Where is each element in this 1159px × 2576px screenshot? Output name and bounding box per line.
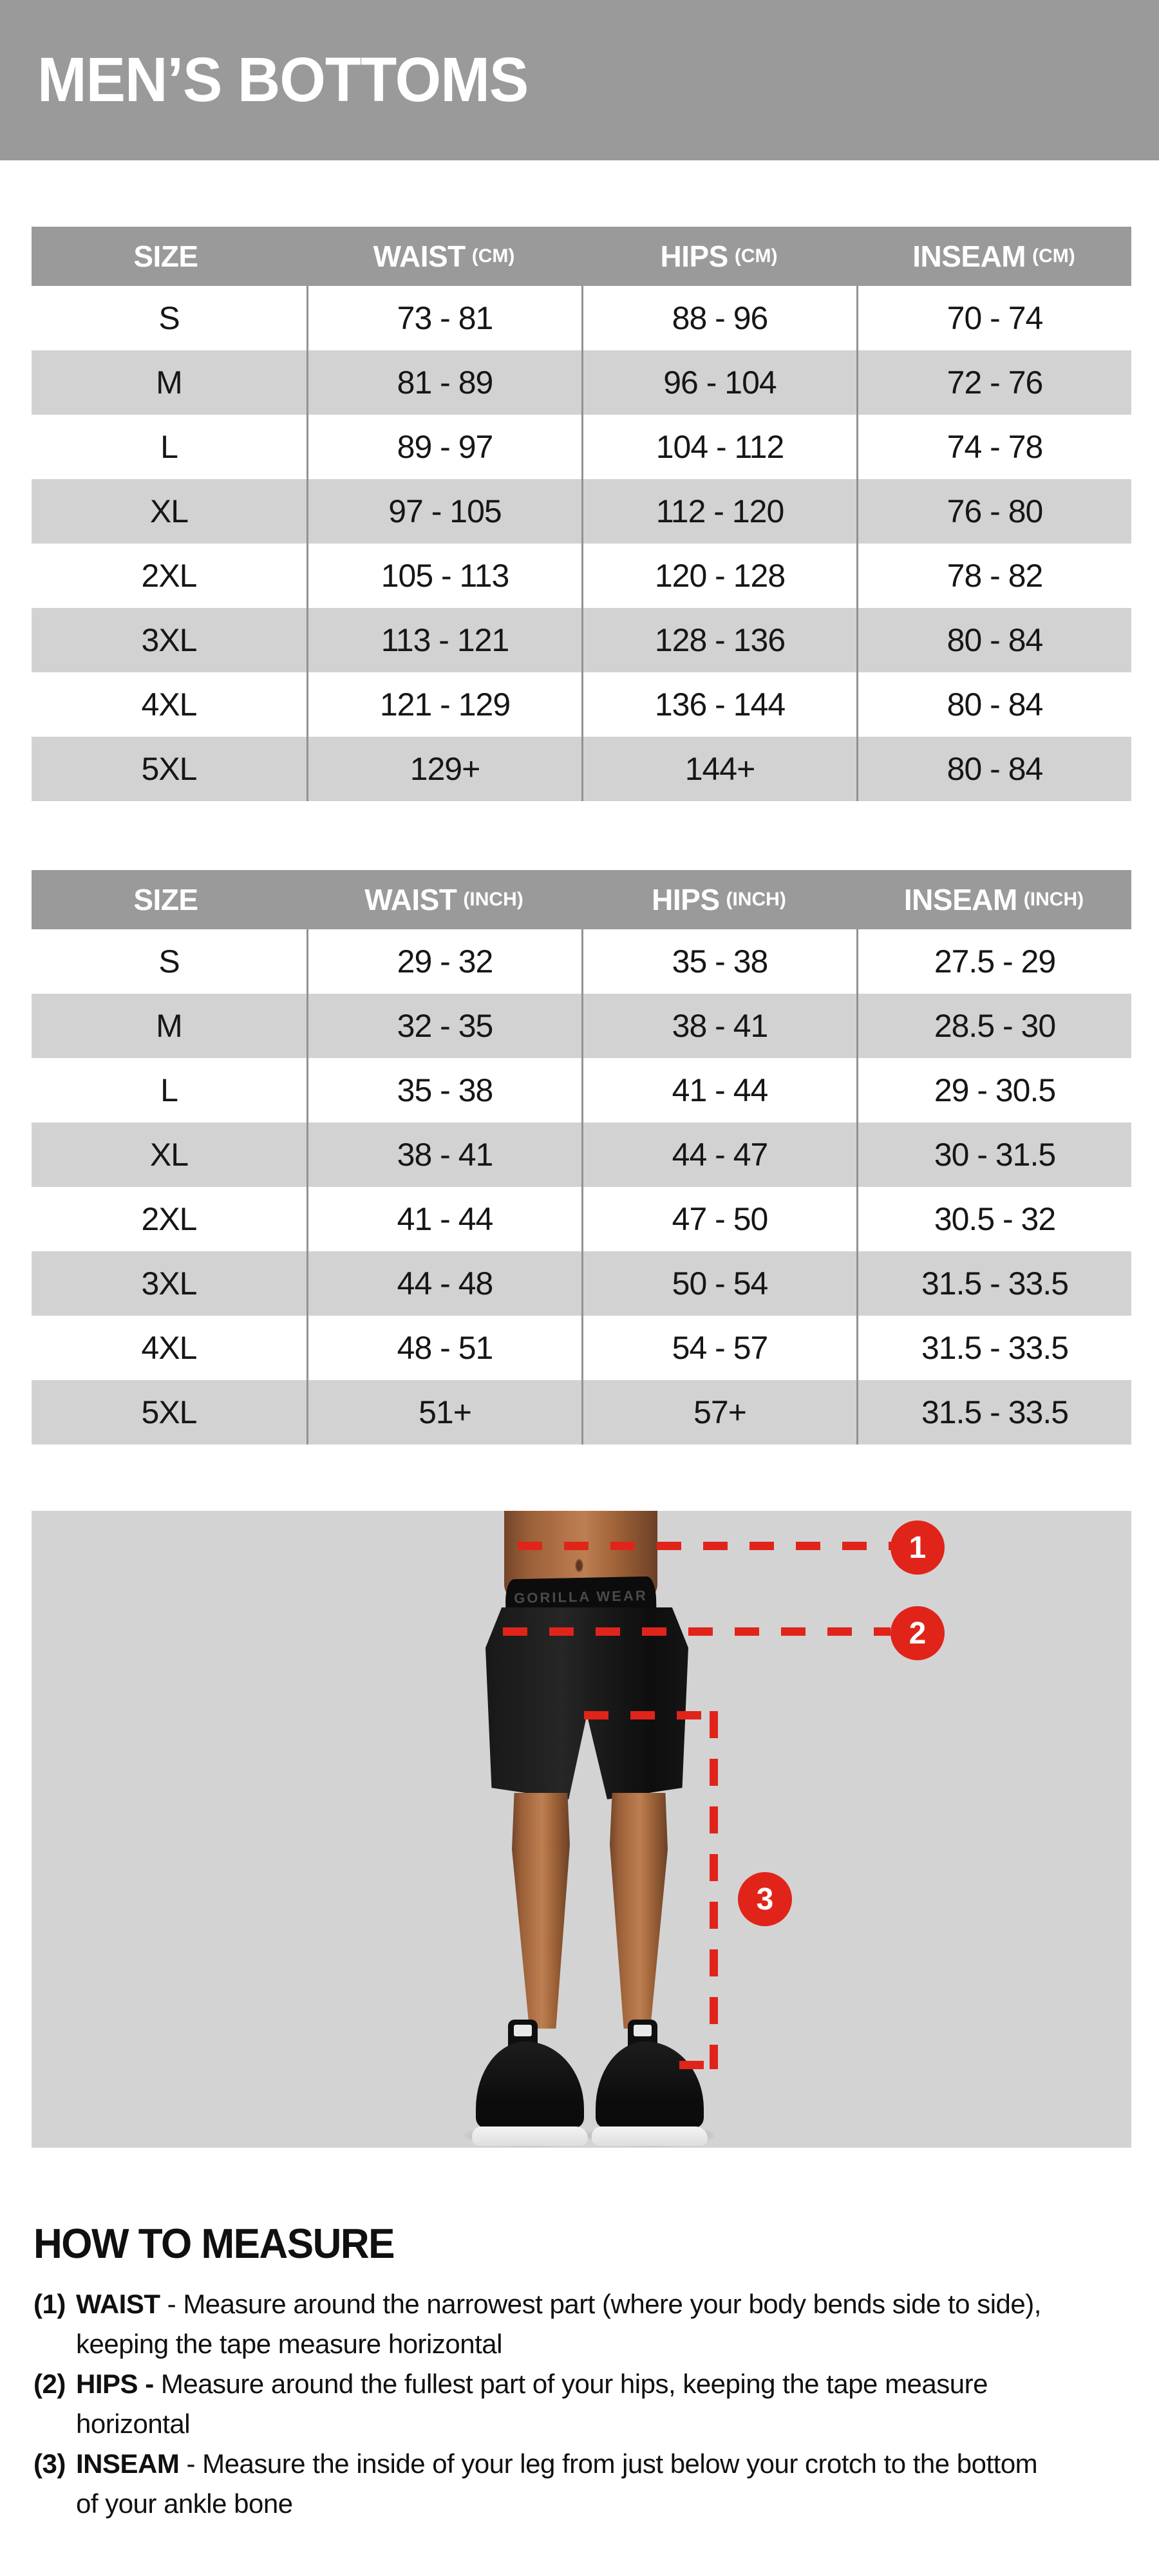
table-cell: 80 - 84 [856,672,1131,737]
waistband-brand-text: GORILLA WEAR [514,1587,648,1607]
table-cell: 2XL [141,1201,197,1237]
table-row [32,1187,1131,1251]
table-row [32,672,1131,737]
instruction-body [76,2284,1128,2364]
table-cell: 81 - 89 [306,350,581,415]
table-cell: 113 - 121 [306,608,581,672]
table-cell: 5XL [141,751,197,787]
table-cell: 128 - 136 [581,608,856,672]
table-cell: 80 - 84 [856,608,1131,672]
table-cell: 41 - 44 [306,1187,581,1251]
table-row [32,479,1131,544]
table-cell: 73 - 81 [306,286,581,350]
table-cell: 31.5 - 33.5 [856,1316,1131,1380]
compression-shorts [485,1607,688,1799]
shoe-logo-patch [634,2025,652,2036]
table-cell: L [160,1072,178,1108]
instruction-line [76,2444,1128,2484]
table-cell: 112 - 120 [581,479,856,544]
table-cell: 70 - 74 [856,286,1131,350]
table-cell: 38 - 41 [306,1122,581,1187]
table-row [32,286,1131,350]
hips-callout-badge [890,1606,945,1660]
column-header-waist [306,227,581,286]
how-to-measure-title: HOW TO MEASURE [33,2221,394,2268]
table-cell: 121 - 129 [306,672,581,737]
inseam-measure-line-vertical [710,1711,718,2069]
callout-number: 3 [756,1882,774,1917]
instruction-line [76,2284,1128,2324]
measure-instruction-waist [33,2284,1128,2364]
instruction-body [76,2444,1128,2524]
table-cell: S [158,300,180,336]
table-cell: 136 - 144 [581,672,856,737]
measurement-figure [32,1511,1131,2148]
table-cell: 104 - 112 [581,415,856,479]
table-cell: 4XL [141,1330,197,1366]
column-unit: (INCH) [1023,889,1084,910]
size-table-inch [32,870,1131,1444]
table-cell: 48 - 51 [306,1316,581,1380]
table-cell: S [158,943,180,980]
table-row [32,1251,1131,1316]
column-label: WAIST [373,240,466,273]
table-cell: 35 - 38 [581,929,856,994]
table-cell: 41 - 44 [581,1058,856,1122]
table-cell: 144+ [581,737,856,801]
table-cell: 31.5 - 33.5 [856,1380,1131,1444]
instruction-text: keeping the tape measure horizontal [76,2329,502,2359]
table-cell: 88 - 96 [581,286,856,350]
table-cell: 89 - 97 [306,415,581,479]
callout-number: 2 [909,1616,927,1651]
table-cell: 50 - 54 [581,1251,856,1316]
table-row [32,1058,1131,1122]
measure-instruction-inseam [33,2444,1128,2524]
callout-number: 1 [909,1530,927,1565]
table-cell: 44 - 47 [581,1122,856,1187]
page-header [0,0,1159,160]
model-right-leg [610,1793,668,2029]
instruction-term: INSEAM [76,2448,180,2479]
table-row [32,1122,1131,1187]
table-cell: 29 - 30.5 [856,1058,1131,1122]
table-row [32,929,1131,994]
table-cell: 78 - 82 [856,544,1131,608]
column-header-size [32,227,306,286]
measure-instruction-list [33,2284,1128,2524]
table-cell: 105 - 113 [306,544,581,608]
instruction-line [76,2364,1128,2404]
table-row [32,415,1131,479]
shoe-upper [476,2041,584,2128]
table-row [32,994,1131,1058]
instruction-body [76,2364,1128,2444]
size-table-cm [32,227,1131,801]
table-cell: 30.5 - 32 [856,1187,1131,1251]
column-header-inseam [856,870,1131,929]
table-cell: 74 - 78 [856,415,1131,479]
column-unit: (INCH) [726,889,786,910]
table-cell: 44 - 48 [306,1251,581,1316]
table-cell: 54 - 57 [581,1316,856,1380]
column-header-size [32,870,306,929]
table-header-row [32,227,1131,286]
column-label: HIPS [660,240,728,273]
table-cell: 2XL [141,558,197,594]
table-cell: 35 - 38 [306,1058,581,1122]
table-header-row [32,870,1131,929]
table-body-cm [32,286,1131,801]
how-to-measure-section [33,2221,1128,2524]
table-cell: 129+ [306,737,581,801]
column-header-hips [581,227,856,286]
instruction-number: (3) [33,2448,66,2479]
table-row [32,544,1131,608]
instruction-text: - Measure around the narrowest part (where your body bends side to side), [160,2289,1041,2319]
table-cell: 27.5 - 29 [856,929,1131,994]
shoe-sole [472,2126,588,2146]
table-cell: 4XL [141,687,197,723]
table-row [32,1380,1131,1444]
column-unit: (CM) [734,245,778,267]
table-cell: 96 - 104 [581,350,856,415]
page-title: MEN’S BOTTOMS [37,44,529,115]
column-label: WAIST [364,883,457,916]
waist-measure-line [518,1542,891,1550]
model-navel [575,1558,583,1573]
table-row [32,350,1131,415]
table-cell: 57+ [581,1380,856,1444]
column-unit: (INCH) [463,889,523,910]
table-cell: XL [149,1137,189,1173]
table-cell: 29 - 32 [306,929,581,994]
column-label: SIZE [133,883,198,916]
table-row [32,608,1131,672]
column-header-inseam [856,227,1131,286]
inseam-measure-line-top [584,1711,718,1719]
column-label: INSEAM [903,883,1017,916]
column-header-hips [581,870,856,929]
right-shoe [596,2020,704,2146]
shoe-upper [596,2041,704,2128]
column-unit: (CM) [1032,245,1075,267]
column-header-waist [306,870,581,929]
instruction-term: HIPS - [76,2369,154,2399]
instruction-term: WAIST [76,2289,160,2319]
table-cell: XL [149,493,189,529]
left-shoe [476,2020,584,2146]
table-cell: M [156,1008,182,1044]
table-cell: 5XL [141,1394,197,1430]
table-row [32,1316,1131,1380]
table-cell: 3XL [141,622,197,658]
column-label: SIZE [133,240,198,273]
table-row [32,737,1131,801]
instruction-text: Measure around the fullest part of your hips, keeping the tape measure [153,2369,988,2399]
table-cell: M [156,365,182,401]
table-cell: 28.5 - 30 [856,994,1131,1058]
table-body-inch [32,929,1131,1444]
instruction-text: - Measure the inside of your leg from just below your crotch to the bottom [179,2448,1038,2479]
table-cell: 80 - 84 [856,737,1131,801]
instruction-text: horizontal [76,2409,191,2439]
table-cell: 97 - 105 [306,479,581,544]
table-cell: L [160,429,178,465]
instruction-text: of your ankle bone [76,2488,293,2519]
instruction-number: (1) [33,2289,66,2319]
instruction-number: (2) [33,2369,66,2399]
table-cell: 3XL [141,1265,197,1302]
table-cell: 47 - 50 [581,1187,856,1251]
table-cell: 32 - 35 [306,994,581,1058]
inseam-measure-line-bottom [679,2061,718,2069]
table-cell: 30 - 31.5 [856,1122,1131,1187]
table-cell: 120 - 128 [581,544,856,608]
model-left-leg [512,1793,570,2029]
shoe-logo-patch [514,2025,532,2036]
measure-instruction-hips [33,2364,1128,2444]
table-cell: 72 - 76 [856,350,1131,415]
hips-measure-line [503,1627,890,1636]
table-cell: 31.5 - 33.5 [856,1251,1131,1316]
column-unit: (CM) [471,245,515,267]
shoe-sole [592,2126,708,2146]
table-cell: 76 - 80 [856,479,1131,544]
table-cell: 51+ [306,1380,581,1444]
waist-callout-badge [890,1520,945,1575]
table-cell: 38 - 41 [581,994,856,1058]
inseam-callout-badge [738,1872,792,1926]
column-label: HIPS [652,883,720,916]
column-label: INSEAM [912,240,1026,273]
